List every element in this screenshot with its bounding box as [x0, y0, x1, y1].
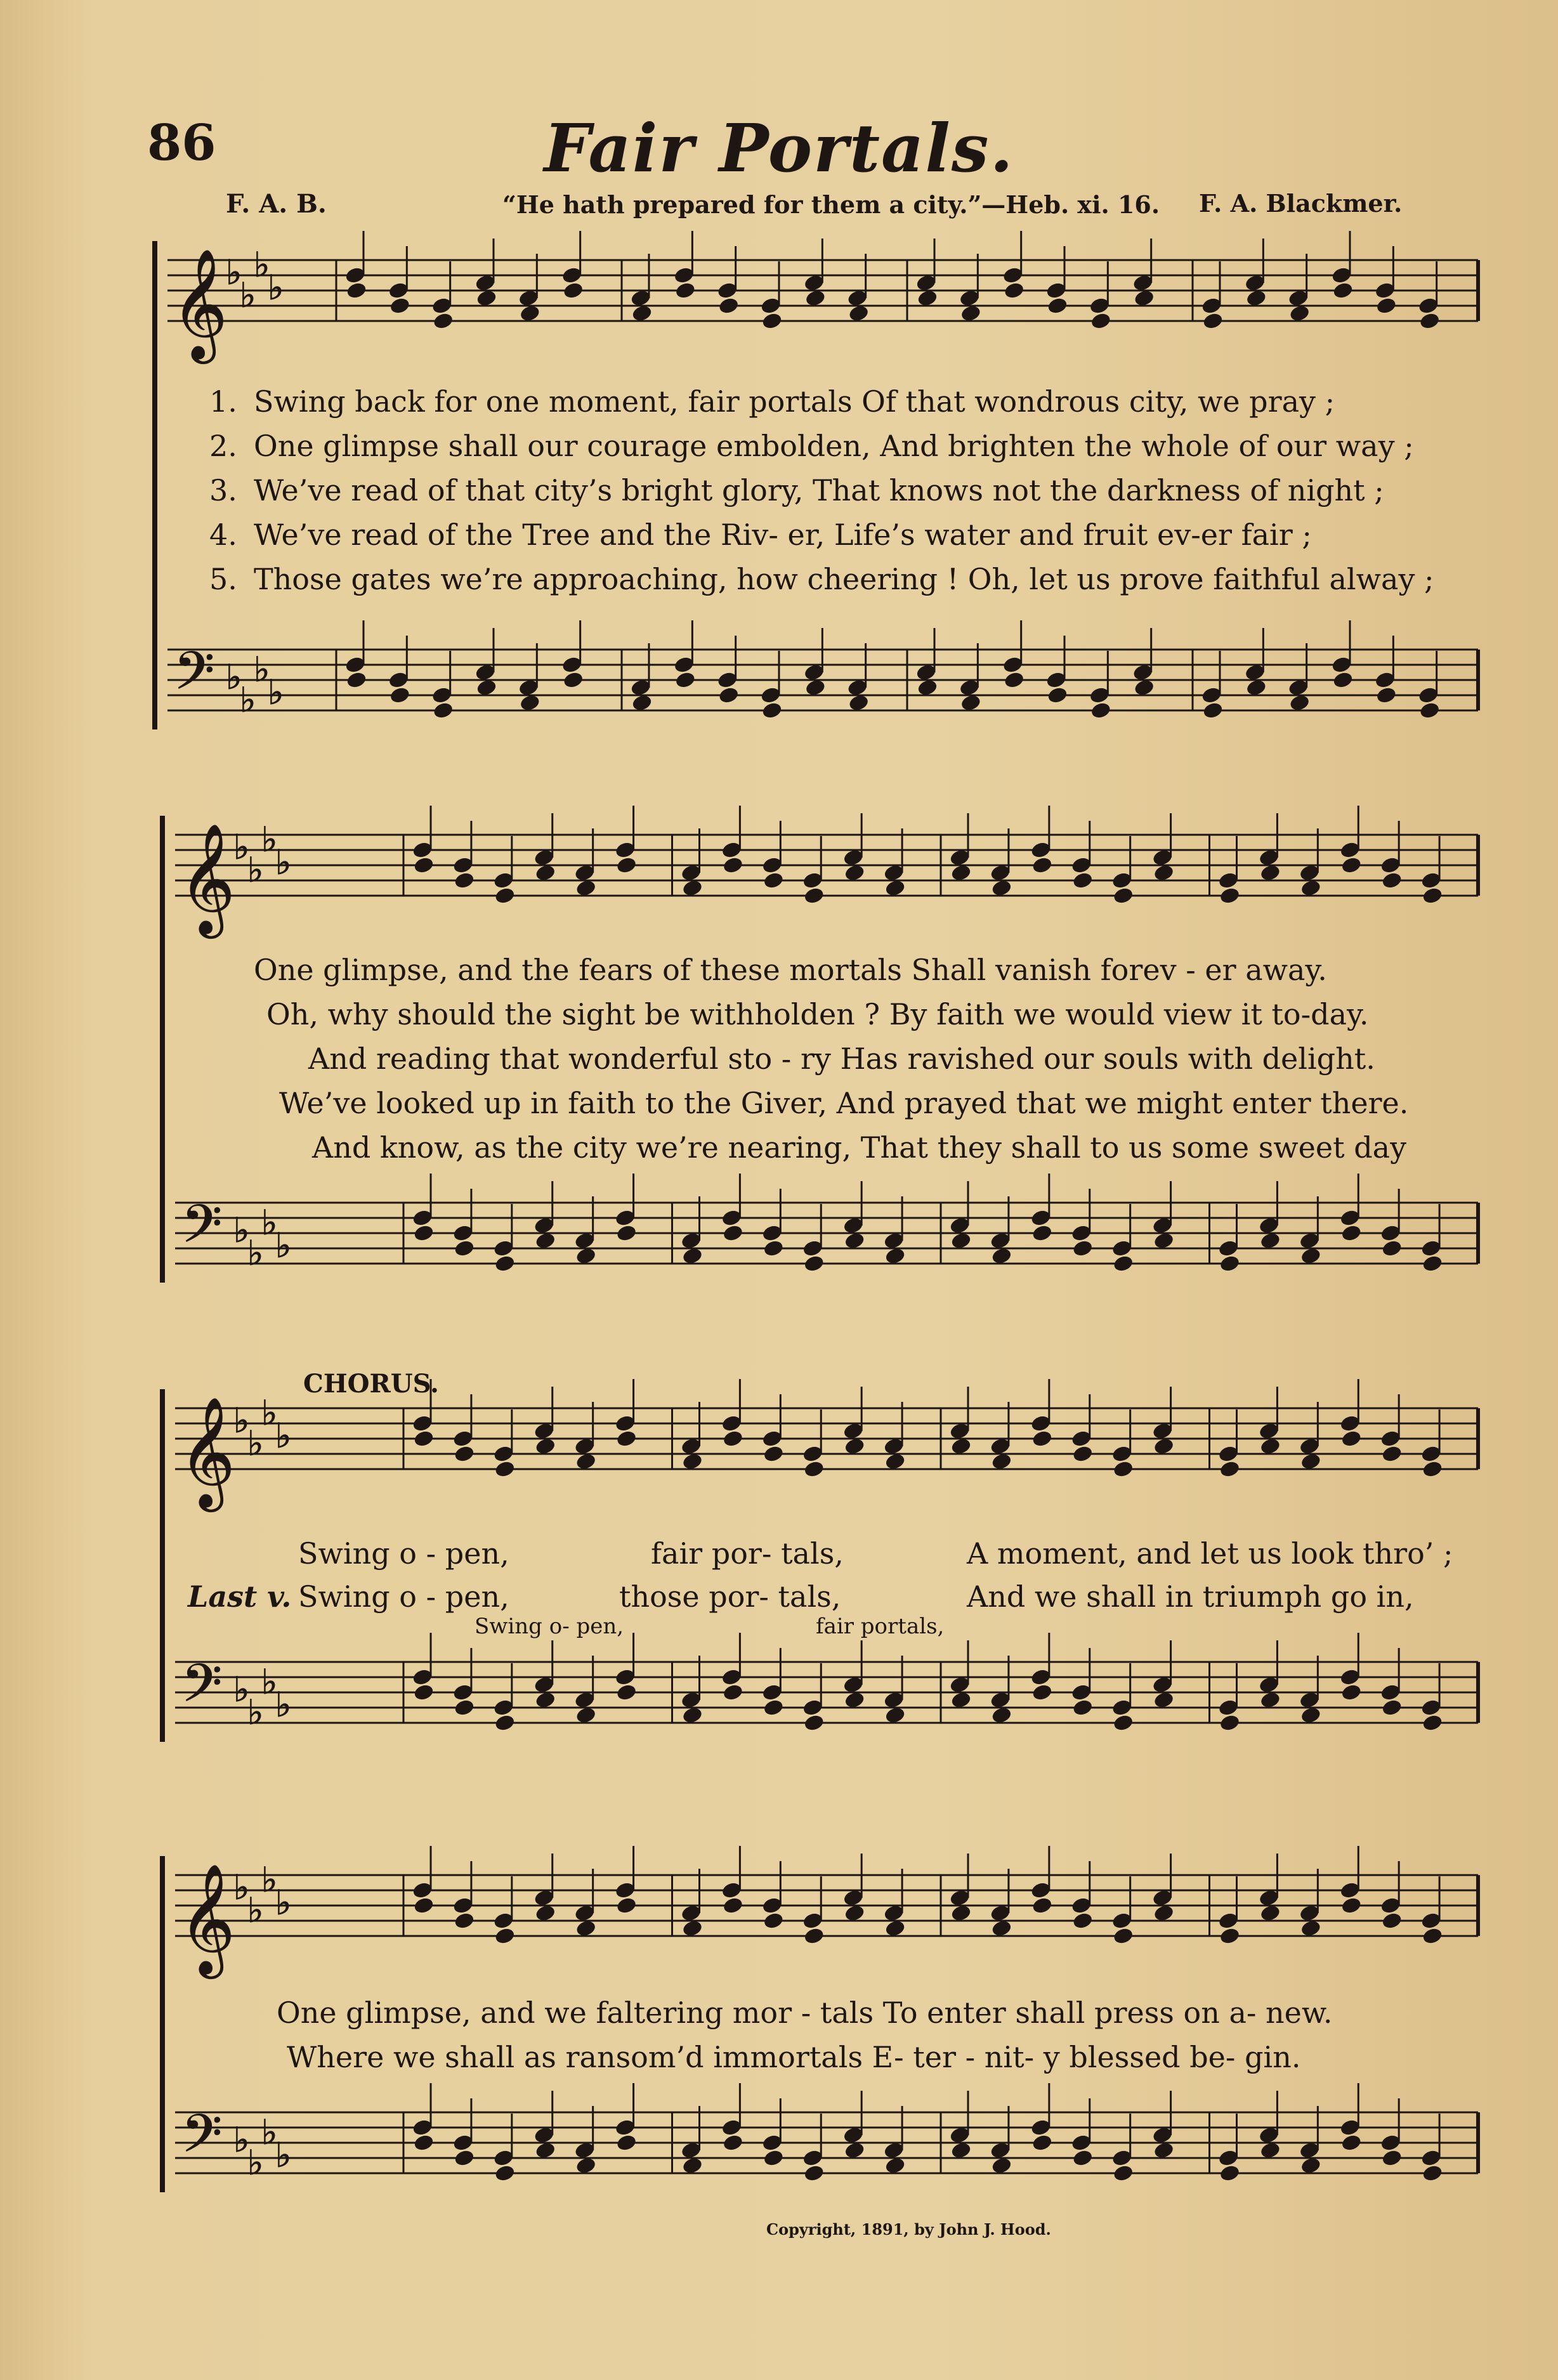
- note-head: [991, 1453, 1012, 1470]
- note-head: [616, 2134, 637, 2152]
- flat-sign: ♭: [233, 827, 250, 867]
- note-head: [616, 856, 637, 874]
- flat-sign: ♭: [275, 1883, 292, 1923]
- note-head: [804, 887, 825, 905]
- note-head: [616, 1897, 637, 1914]
- note-head: [520, 694, 540, 712]
- note-head: [804, 2164, 825, 2182]
- flat-sign: ♭: [247, 1423, 264, 1463]
- note-head: [1153, 2141, 1174, 2159]
- flat-sign: ♭: [261, 820, 278, 860]
- note-head: [804, 1255, 825, 1272]
- note-head: [1134, 289, 1155, 307]
- verse-cont-line-4: We’ve looked up in faith to the Giver, And prayed that we might enter there.: [279, 1086, 1409, 1120]
- verse-line-3: 3. We’ve read of that city’s bright glory, That knows not the darkness of night ;: [209, 473, 1384, 507]
- note-head: [950, 864, 971, 882]
- note-head: [413, 1224, 434, 1242]
- note-head: [1202, 312, 1223, 330]
- composer: F. A. Blackmer.: [1199, 189, 1403, 218]
- note-head: [675, 671, 696, 689]
- flat-sign: ♭: [233, 1670, 250, 1710]
- note-head: [1031, 856, 1052, 874]
- note-head: [991, 2157, 1012, 2174]
- note-head: [389, 297, 410, 315]
- verse-line-4: 4. We’ve read of the Tree and the Riv- er, Life’s water and fruit ev-er fair ;: [209, 518, 1312, 552]
- note-head: [494, 1460, 515, 1478]
- note-head: [885, 1247, 906, 1265]
- note-head: [575, 2157, 596, 2174]
- flat-sign: ♭: [261, 2112, 278, 2152]
- note-head: [575, 1453, 596, 1470]
- note-head: [1047, 686, 1068, 704]
- note-head: [631, 304, 652, 322]
- note-head: [1202, 702, 1223, 719]
- note-head: [844, 1691, 865, 1709]
- note-head: [1260, 1691, 1281, 1709]
- note-head: [1113, 1255, 1134, 1272]
- note-head: [494, 1255, 515, 1272]
- note-head: [535, 864, 556, 882]
- flat-sign: ♭: [233, 2120, 250, 2160]
- note-head: [1219, 2164, 1240, 2182]
- note-head: [563, 282, 584, 299]
- note-head: [804, 1927, 825, 1945]
- note-head: [885, 1706, 906, 1724]
- note-head: [991, 1247, 1012, 1265]
- note-head: [575, 1247, 596, 1265]
- note-head: [1422, 1714, 1443, 1732]
- note-head: [454, 1912, 475, 1930]
- note-head: [494, 1927, 515, 1945]
- note-head: [535, 2141, 556, 2159]
- note-head: [1376, 297, 1397, 315]
- verse-cont-line-3: And reading that wonderful sto - ry Has ravished our souls with delight.: [308, 1042, 1375, 1076]
- flat-sign: ♭: [233, 1210, 250, 1250]
- clef-symbol: 𝄢: [181, 2103, 223, 2177]
- note-head: [1072, 1912, 1093, 1930]
- note-head: [1031, 1684, 1052, 1701]
- note-head: [616, 1430, 637, 1448]
- note-head: [761, 312, 782, 330]
- note-head: [1341, 856, 1362, 874]
- note-head: [1031, 1897, 1052, 1914]
- note-head: [844, 864, 865, 882]
- note-head: [494, 887, 515, 905]
- chorus-line-2b: those por- tals,: [619, 1579, 841, 1614]
- note-head: [413, 2134, 434, 2152]
- note-head: [1072, 1699, 1093, 1716]
- note-head: [1422, 1255, 1443, 1272]
- flat-sign: ♭: [275, 2135, 292, 2175]
- note-head: [413, 1897, 434, 1914]
- note-head: [563, 671, 584, 689]
- flat-sign: ♭: [261, 1860, 278, 1900]
- clef-symbol: 𝄢: [181, 1193, 223, 1267]
- note-head: [804, 1714, 825, 1732]
- note-head: [960, 694, 981, 712]
- note-head: [1382, 1912, 1403, 1930]
- note-head: [616, 1684, 637, 1701]
- flat-sign: ♭: [247, 1692, 264, 1732]
- clef-symbol: 𝄞: [171, 249, 228, 359]
- note-head: [535, 1437, 556, 1455]
- chorus-label: CHORUS.: [303, 1369, 439, 1399]
- chorus-line-4: Where we shall as ransom’d immortals E- ter - nit- y blessed be- gin.: [287, 2040, 1301, 2074]
- chorus-line-2-label: Last v.: [188, 1579, 292, 1614]
- note-head: [1341, 1897, 1362, 1914]
- note-head: [389, 686, 410, 704]
- note-head: [1090, 702, 1111, 719]
- note-head: [950, 1904, 971, 1922]
- bass-cue-swing-open: Swing o- pen,: [475, 1614, 624, 1639]
- note-head: [1031, 1430, 1052, 1448]
- note-head: [682, 2157, 703, 2174]
- note-head: [848, 304, 869, 322]
- note-head: [1072, 1445, 1093, 1463]
- note-head: [1153, 1232, 1174, 1250]
- note-head: [1422, 2164, 1443, 2182]
- note-head: [1113, 1714, 1134, 1732]
- flat-sign: ♭: [233, 1867, 250, 1907]
- note-head: [1246, 679, 1267, 696]
- chorus-line-3: One glimpse, and we faltering mor - tals To enter shall press on a- new.: [277, 1996, 1333, 2030]
- note-head: [1341, 1684, 1362, 1701]
- chorus-line-2a: Swing o - pen,: [298, 1579, 509, 1614]
- note-head: [763, 1912, 784, 1930]
- note-head: [761, 702, 782, 719]
- note-head: [917, 289, 938, 307]
- note-head: [1341, 2134, 1362, 2152]
- note-head: [476, 679, 497, 696]
- note-head: [454, 1699, 475, 1716]
- note-head: [1332, 671, 1353, 689]
- note-head: [1382, 1445, 1403, 1463]
- note-head: [723, 2134, 743, 2152]
- note-head: [763, 872, 784, 889]
- note-head: [1246, 289, 1267, 307]
- author-initials: F. A. B.: [226, 189, 327, 219]
- note-head: [1300, 1919, 1321, 1937]
- note-head: [917, 679, 938, 696]
- note-head: [950, 1232, 971, 1250]
- note-head: [723, 856, 743, 874]
- note-head: [1113, 1927, 1134, 1945]
- verse-cont-line-2: Oh, why should the sight be withholden ? By faith we would view it to-day.: [266, 997, 1369, 1031]
- note-head: [454, 1239, 475, 1257]
- note-head: [682, 879, 703, 897]
- hymn-title: Fair Portals.: [544, 109, 1014, 187]
- note-head: [1219, 1255, 1240, 1272]
- note-head: [520, 304, 540, 322]
- note-head: [682, 1247, 703, 1265]
- clef-symbol: 𝄞: [179, 1397, 235, 1507]
- note-head: [1341, 1430, 1362, 1448]
- note-head: [535, 1232, 556, 1250]
- flat-sign: ♭: [226, 657, 242, 697]
- flat-sign: ♭: [261, 1393, 278, 1433]
- note-head: [575, 879, 596, 897]
- note-head: [1072, 1239, 1093, 1257]
- note-head: [844, 1904, 865, 1922]
- note-head: [675, 282, 696, 299]
- note-head: [1219, 1460, 1240, 1478]
- note-head: [1300, 2157, 1321, 2174]
- note-head: [413, 1430, 434, 1448]
- note-head: [1219, 887, 1240, 905]
- note-head: [1260, 1904, 1281, 1922]
- flat-sign: ♭: [275, 1226, 292, 1265]
- note-head: [844, 2141, 865, 2159]
- note-head: [1090, 312, 1111, 330]
- note-head: [950, 1691, 971, 1709]
- note-head: [1004, 282, 1024, 299]
- note-head: [885, 1453, 906, 1470]
- note-head: [346, 671, 367, 689]
- flat-sign: ♭: [240, 680, 256, 720]
- note-head: [885, 1919, 906, 1937]
- note-head: [575, 1706, 596, 1724]
- note-head: [1153, 1904, 1174, 1922]
- note-head: [1134, 679, 1155, 696]
- note-head: [805, 679, 826, 696]
- flat-sign: ♭: [261, 1203, 278, 1243]
- note-head: [844, 1232, 865, 1250]
- flat-sign: ♭: [275, 1416, 292, 1456]
- note-head: [1072, 2149, 1093, 2167]
- flat-sign: ♭: [247, 1890, 264, 1930]
- note-head: [413, 856, 434, 874]
- flat-sign: ♭: [247, 1233, 264, 1273]
- note-head: [433, 702, 454, 719]
- note-head: [413, 1684, 434, 1701]
- note-head: [631, 694, 652, 712]
- note-head: [1341, 1224, 1362, 1242]
- note-head: [723, 1684, 743, 1701]
- note-head: [718, 686, 739, 704]
- note-head: [991, 879, 1012, 897]
- note-head: [1113, 2164, 1134, 2182]
- note-head: [848, 694, 869, 712]
- note-head: [1047, 297, 1068, 315]
- note-head: [1260, 1232, 1281, 1250]
- scripture-reference: “He hath prepared for them a city.”—Heb. xi. 16.: [502, 190, 1160, 219]
- verse-cont-line-1: One glimpse, and the fears of these mortals Shall vanish forev - er away.: [254, 953, 1327, 987]
- note-head: [1422, 887, 1443, 905]
- note-head: [1289, 694, 1310, 712]
- note-head: [682, 1453, 703, 1470]
- note-head: [804, 1460, 825, 1478]
- note-head: [991, 1706, 1012, 1724]
- note-head: [763, 1445, 784, 1463]
- verse-line-2: 2. One glimpse shall our courage embolden, And brighten the whole of our way ;: [209, 429, 1414, 463]
- note-head: [454, 1445, 475, 1463]
- note-head: [1332, 282, 1353, 299]
- flat-sign: ♭: [254, 245, 270, 285]
- note-head: [1382, 2149, 1403, 2167]
- clef-symbol: 𝄢: [181, 1652, 223, 1727]
- flat-sign: ♭: [233, 1401, 250, 1441]
- clef-symbol: 𝄞: [179, 823, 235, 934]
- note-head: [1153, 1691, 1174, 1709]
- flat-sign: ♭: [226, 252, 242, 292]
- clef-symbol: 𝄢: [174, 640, 215, 714]
- note-head: [805, 289, 826, 307]
- chorus-line-1c: A moment, and let us look thro’ ;: [967, 1536, 1453, 1571]
- note-head: [1219, 1714, 1240, 1732]
- verse-line-1: 1. Swing back for one moment, fair portals Of that wondrous city, we pray ;: [209, 384, 1335, 419]
- flat-sign: ♭: [268, 268, 284, 308]
- note-head: [535, 1904, 556, 1922]
- flat-sign: ♭: [268, 672, 284, 712]
- note-head: [1031, 1224, 1052, 1242]
- note-head: [1153, 864, 1174, 882]
- note-head: [763, 1239, 784, 1257]
- note-head: [494, 2164, 515, 2182]
- flat-sign: ♭: [275, 842, 292, 882]
- note-head: [476, 289, 497, 307]
- note-head: [950, 1437, 971, 1455]
- note-head: [433, 312, 454, 330]
- note-head: [454, 872, 475, 889]
- note-head: [950, 2141, 971, 2159]
- note-head: [991, 1919, 1012, 1937]
- chorus-line-1a: Swing o - pen,: [298, 1536, 509, 1571]
- note-head: [1422, 1927, 1443, 1945]
- note-head: [763, 2149, 784, 2167]
- note-head: [1004, 671, 1024, 689]
- note-head: [616, 1224, 637, 1242]
- clef-symbol: 𝄞: [179, 1864, 235, 1974]
- note-head: [454, 2149, 475, 2167]
- note-head: [1113, 1460, 1134, 1478]
- note-head: [1260, 2141, 1281, 2159]
- note-head: [682, 1919, 703, 1937]
- note-head: [1382, 872, 1403, 889]
- verse-line-5: 5. Those gates we’re approaching, how cheering ! Oh, let us prove faithful alway ;: [209, 562, 1434, 596]
- chorus-line-2c: And we shall in triumph go in,: [967, 1579, 1414, 1614]
- note-head: [1289, 304, 1310, 322]
- flat-sign: ♭: [247, 2143, 264, 2183]
- note-head: [1260, 864, 1281, 882]
- note-head: [1419, 312, 1440, 330]
- note-head: [1300, 879, 1321, 897]
- flat-sign: ♭: [254, 650, 270, 690]
- copyright-notice: Copyright, 1891, by John J. Hood.: [766, 2220, 1051, 2239]
- page-number: 86: [147, 114, 216, 172]
- note-head: [718, 297, 739, 315]
- chorus-line-1b: fair por- tals,: [651, 1536, 844, 1571]
- note-head: [1113, 887, 1134, 905]
- note-head: [844, 1437, 865, 1455]
- note-head: [346, 282, 367, 299]
- verse-cont-line-5: And know, as the city we’re nearing, That they shall to us some sweet day: [312, 1130, 1407, 1165]
- note-head: [1300, 1453, 1321, 1470]
- flat-sign: ♭: [261, 1662, 278, 1702]
- note-head: [1072, 872, 1093, 889]
- note-head: [1382, 1239, 1403, 1257]
- note-head: [1031, 2134, 1052, 2152]
- note-head: [1300, 1247, 1321, 1265]
- note-head: [494, 1714, 515, 1732]
- note-head: [885, 2157, 906, 2174]
- flat-sign: ♭: [240, 275, 256, 315]
- flat-sign: ♭: [275, 1685, 292, 1725]
- note-head: [1422, 1460, 1443, 1478]
- note-head: [723, 1897, 743, 1914]
- note-head: [1376, 686, 1397, 704]
- note-head: [885, 879, 906, 897]
- note-head: [1219, 1927, 1240, 1945]
- note-head: [1419, 702, 1440, 719]
- note-head: [1382, 1699, 1403, 1716]
- note-head: [723, 1224, 743, 1242]
- bass-cue-fair-portals: fair portals,: [816, 1614, 945, 1639]
- note-head: [723, 1430, 743, 1448]
- note-head: [575, 1919, 596, 1937]
- flat-sign: ♭: [247, 850, 264, 890]
- note-head: [763, 1699, 784, 1716]
- note-head: [1300, 1706, 1321, 1724]
- note-head: [1153, 1437, 1174, 1455]
- note-head: [682, 1706, 703, 1724]
- note-head: [535, 1691, 556, 1709]
- note-head: [1260, 1437, 1281, 1455]
- note-head: [960, 304, 981, 322]
